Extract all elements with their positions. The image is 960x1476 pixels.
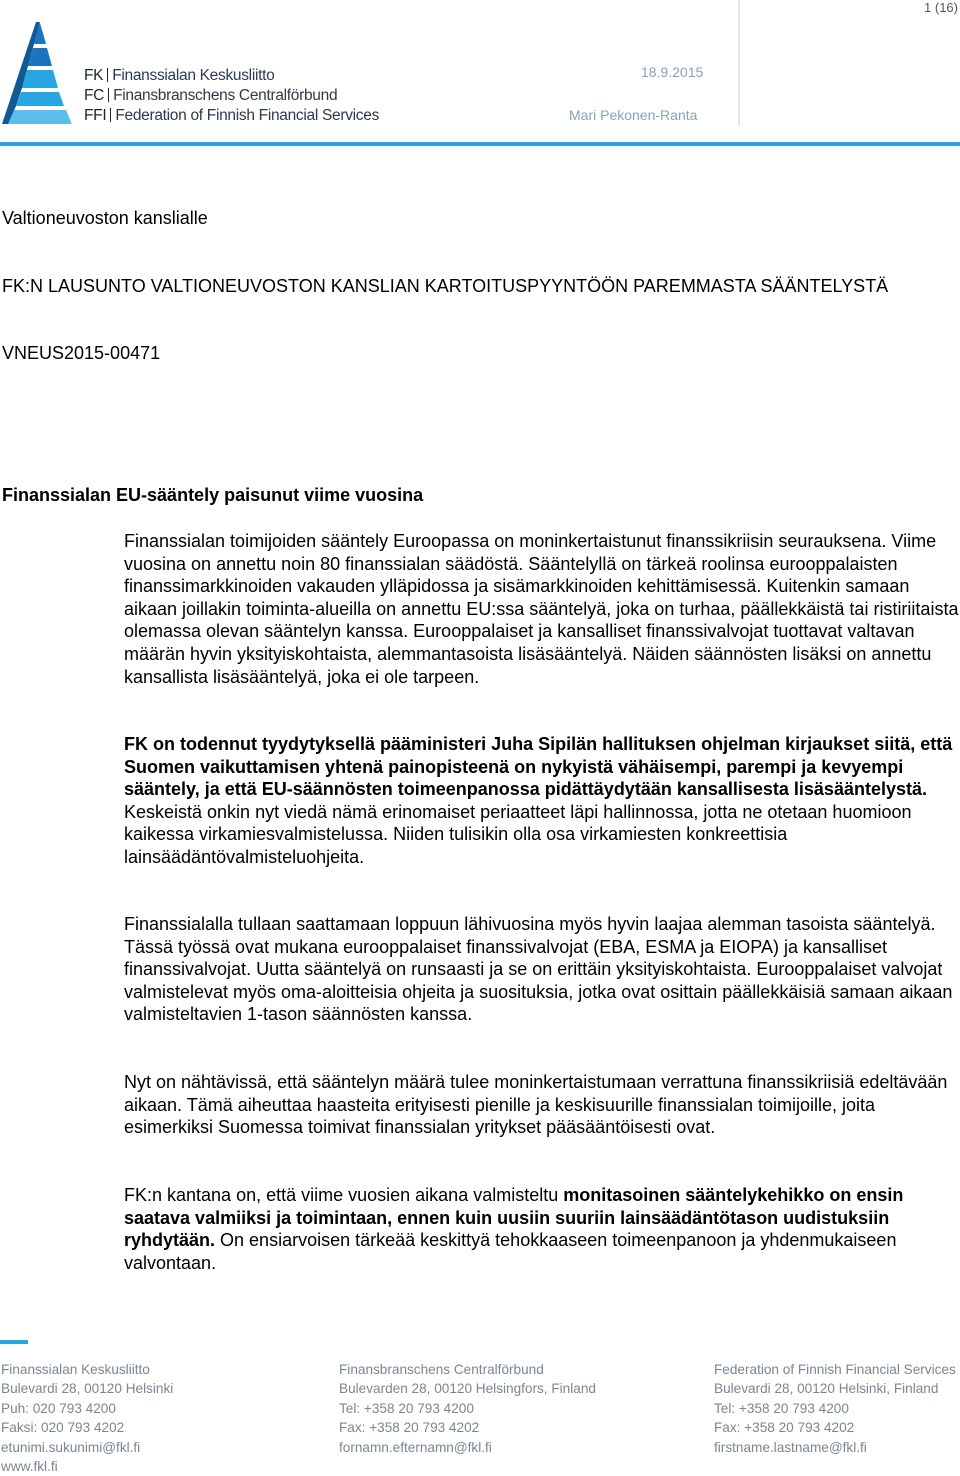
footer-column-ffi [714, 1360, 956, 1457]
paragraph-5-bold: monitasoinen sääntelykehikko on ensin saatava valmiiksi ja toimintaan, ennen kuin uusiin suuriin lainsäädäntötason uudistuksiin ryhdytään. [124, 1185, 904, 1251]
paragraph-5-rest: On ensiarvoisen tärkeää keskittyä tehokkaaseen toimeenpanoon ja yhdenmukaiseen valvontaan. [124, 1230, 897, 1273]
header-divider [738, 0, 740, 126]
document-title: FK:N LAUSUNTO VALTIONEUVOSTON KANSLIAN KARTOITUSPYYNTÖÖN PAREMMASTA SÄÄNTELYSTÄ [2, 276, 889, 296]
paragraph-4: Nyt on nähtävissä, että sääntelyn määrä tulee moninkertaistumaan verrattuna finanssikriisiä edeltävään aikaan. Tämä aiheuttaa haasteita erityisesti pienille ja keskisuurille finanssialan toimijoille, joita esimerkiksi Suomessa toimivat finanssialan yritykset pääsääntöisesti ovat. [124, 1072, 948, 1138]
footer-address: Bulevardi 28, 00120 Helsinki [1, 1381, 174, 1397]
footer-rule [0, 1340, 28, 1344]
footer-org-name: Federation of Finnish Financial Services [714, 1362, 956, 1377]
logo-line-fk: FK Finanssialan Keskusliitto [84, 67, 275, 84]
page-number: 1 (16) [924, 0, 958, 15]
document-date: 18.9.2015 [641, 64, 704, 80]
footer-column-fk [1, 1360, 173, 1476]
footer-org-name: Finanssialan Keskusliitto [1, 1362, 150, 1377]
footer-fax: Fax: +358 20 793 4202 [714, 1420, 855, 1436]
footer-phone: Tel: +358 20 793 4200 [339, 1400, 474, 1416]
paragraph-2 [124, 733, 960, 869]
logo-line-ffi: FFI Federation of Finnish Financial Services [84, 107, 380, 124]
paragraph-2-bold: FK on todennut tyydytyksellä pääministeri Juha Sipilän hallituksen ohjelman kirjaukset siitä, että Suomen vaikuttamisen yhtenä painopisteenä on nykyistä vähäisempi, parempi ja kevyempi sääntely, ja että EU-säännösten toimeenpanossa pidättäydytään kansallisesta lisäsääntelystä. [124, 734, 953, 800]
footer-email: etunimi.sukunimi@fkl.fi [1, 1439, 141, 1455]
footer-email: firstname.lastname@fkl.fi [714, 1439, 867, 1455]
footer-website: www.fkl.fi [1, 1458, 58, 1474]
reference-number: VNEUS2015-00471 [2, 343, 161, 363]
footer-address: Bulevarden 28, 00120 Helsingfors, Finland [339, 1381, 596, 1397]
pyramid-logo-icon [0, 22, 80, 128]
paragraph-5 [124, 1184, 960, 1274]
footer-org-name: Finansbranschens Centralförbund [339, 1362, 544, 1377]
paragraph-3: Finanssialalla tullaan saattamaan loppuun lähivuosina myös hyvin laajaa alemman tasoista sääntelyä. Tässä työssä ovat mukana eurooppalaiset finanssivalvojat (EBA, ESMA ja EIOPA) ja kansalliset finanssivalvojat. Uutta sääntelyä on runsaasti ja se on erittäin yksityiskohtaista. Eurooppalaiset valvojat valmistelevat myös oma-aloitteisia ohjeita ja suosituksia, jotka ovat osittain päällekkäisiä samaan aikaan valmisteltavien 1-tason säännösten kanssa. [124, 914, 953, 1025]
footer-phone: Puh: 020 793 4200 [1, 1400, 116, 1416]
section-heading: Finanssialan EU-sääntely paisunut viime vuosina [2, 485, 424, 505]
footer-email: fornamn.efternamn@fkl.fi [339, 1439, 492, 1455]
paragraph-1: Finanssialan toimijoiden sääntely Euroopassa on moninkertaistunut finanssikriisin seurauksena. Viime vuosina on annettu noin 80 finanssialan säädöstä. Sääntelyllä on tärkeä roolinsa eurooppalaisten finanssimarkkinoiden vakauden ylläpidossa ja sisämarkkinoiden kehittämisessä. Kuitenkin samaan aikaan joillakin toiminta-alueilla on annettu EU:ssa sääntelyä, joka on turhaa, päällekkäistä tai ristiriitaista olemassa olevan sääntelyn kanssa. Eurooppalaiset ja kansalliset finanssivalvojat tuottavat valtavan määrän hyvin yksityiskohtaista, alemmantasoista lisäsääntelyä. Näiden säännösten lisäksi on annettu kansallista lisäsääntelyä, joka ei ole tarpeen. [124, 531, 959, 687]
footer-fax: Fax: +358 20 793 4202 [339, 1420, 480, 1436]
organization-logo [0, 22, 390, 128]
footer-column-fc [339, 1360, 596, 1457]
logo-line-fc: FC Finansbranschens Centralförbund [84, 87, 338, 104]
footer-phone: Tel: +358 20 793 4200 [714, 1400, 849, 1416]
recipient: Valtioneuvoston kanslialle [2, 208, 208, 228]
paragraph-2-rest: Keskeistä onkin nyt viedä nämä erinomaiset periaatteet läpi hallinnossa, jotta ne otetaan huomioon kaikessa virkamiesvalmistelussa. Niiden tulisikin olla osa virkamiesten konkreettisia lainsäädäntövalmisteluohjeita. [124, 801, 912, 867]
footer-fax: Faksi: 020 793 4202 [1, 1420, 125, 1436]
paragraph-5-start: FK:n kantana on, että viime vuosien aikana valmisteltu [124, 1185, 564, 1205]
footer-address: Bulevardi 28, 00120 Helsinki, Finland [714, 1381, 939, 1397]
header-rule [0, 142, 960, 146]
document-author: Mari Pekonen-Ranta [569, 107, 698, 123]
